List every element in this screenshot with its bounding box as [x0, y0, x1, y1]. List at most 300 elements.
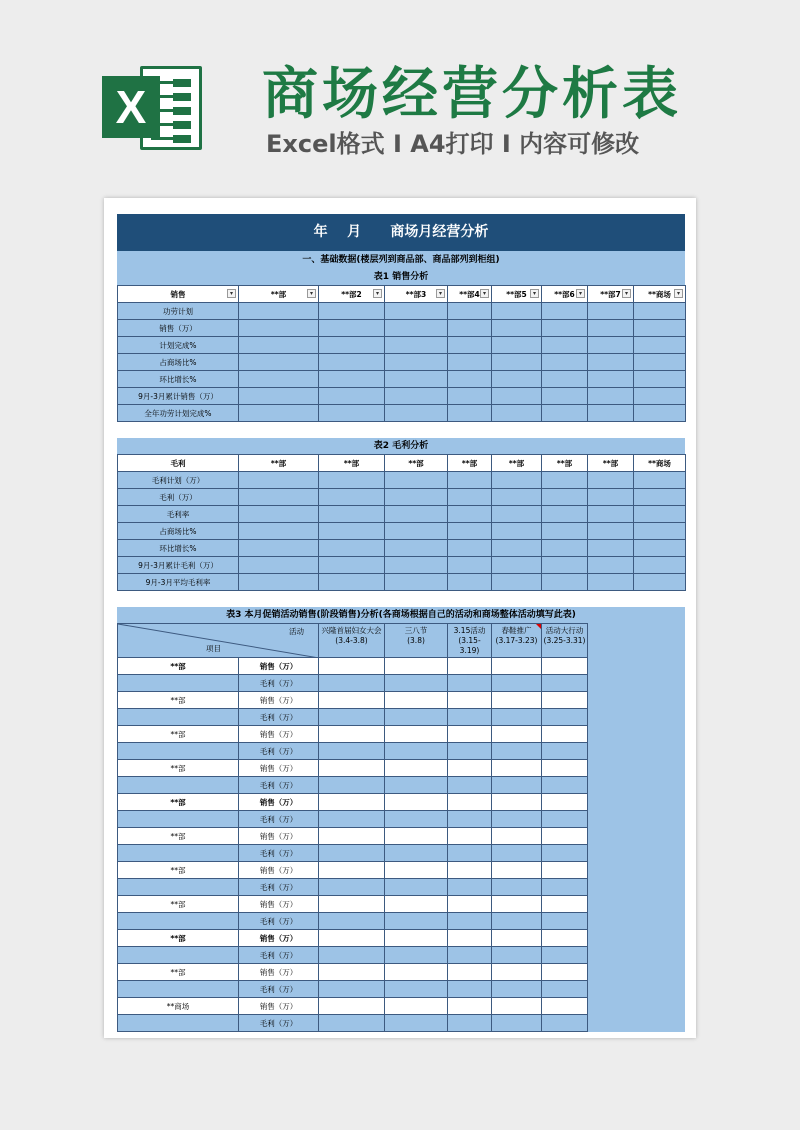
data-cell[interactable] — [319, 964, 385, 981]
row-label: 毛利率 — [118, 506, 239, 523]
data-cell[interactable] — [319, 574, 385, 591]
data-cell[interactable] — [448, 760, 492, 777]
data-cell[interactable] — [492, 947, 542, 964]
data-cell[interactable] — [588, 371, 634, 388]
table-row — [118, 371, 686, 388]
data-cell[interactable] — [319, 557, 385, 574]
data-cell[interactable] — [542, 964, 588, 981]
data-cell[interactable] — [448, 862, 492, 879]
data-cell[interactable] — [542, 472, 588, 489]
metric-label: 销售（万） — [239, 998, 319, 1015]
activity-dates: (3.25-3.31) — [543, 636, 586, 645]
data-cell[interactable] — [634, 320, 686, 337]
data-cell[interactable] — [448, 320, 492, 337]
table-row — [118, 845, 588, 862]
data-cell[interactable] — [319, 371, 385, 388]
activity-header — [448, 624, 492, 658]
data-cell[interactable] — [542, 354, 588, 371]
data-cell[interactable] — [385, 658, 448, 675]
filter-dropdown-icon[interactable]: ▾ — [480, 289, 489, 298]
data-cell[interactable] — [542, 371, 588, 388]
metric-label: 销售（万） — [239, 828, 319, 845]
corner-item: 项目 — [206, 644, 221, 653]
filter-dropdown-icon[interactable]: ▾ — [436, 289, 445, 298]
data-cell[interactable] — [634, 574, 686, 591]
data-cell[interactable] — [319, 726, 385, 743]
data-cell[interactable] — [385, 811, 448, 828]
table-row — [118, 303, 686, 320]
data-cell[interactable] — [542, 760, 588, 777]
data-cell[interactable] — [634, 303, 686, 320]
table-row — [118, 523, 686, 540]
data-cell[interactable] — [239, 523, 319, 540]
row-label: 毛利计划（万） — [118, 472, 239, 489]
data-cell[interactable] — [239, 388, 319, 405]
data-cell[interactable] — [542, 574, 588, 591]
data-cell[interactable] — [385, 506, 448, 523]
data-cell[interactable] — [542, 828, 588, 845]
data-cell[interactable] — [492, 354, 542, 371]
data-cell[interactable] — [239, 472, 319, 489]
data-cell[interactable] — [319, 709, 385, 726]
data-cell[interactable] — [448, 828, 492, 845]
data-cell[interactable] — [542, 523, 588, 540]
data-cell[interactable] — [542, 811, 588, 828]
data-cell[interactable] — [319, 405, 385, 422]
dept-label: **部 — [118, 658, 239, 675]
data-cell[interactable] — [492, 675, 542, 692]
data-cell[interactable] — [492, 879, 542, 896]
dept-label: **部 — [118, 964, 239, 981]
metric-label: 毛利（万） — [239, 879, 319, 896]
data-cell[interactable] — [385, 523, 448, 540]
data-cell[interactable] — [385, 981, 448, 998]
table-row — [118, 811, 588, 828]
data-cell[interactable] — [448, 658, 492, 675]
data-cell[interactable] — [319, 913, 385, 930]
data-cell[interactable] — [448, 811, 492, 828]
column-header[interactable]: 销售 ▾ — [118, 286, 239, 303]
data-cell[interactable] — [492, 405, 542, 422]
data-cell[interactable] — [492, 658, 542, 675]
data-cell[interactable] — [239, 405, 319, 422]
data-cell[interactable] — [319, 506, 385, 523]
data-cell[interactable] — [542, 506, 588, 523]
filter-dropdown-icon[interactable]: ▾ — [622, 289, 631, 298]
data-cell[interactable] — [634, 506, 686, 523]
data-cell[interactable] — [542, 692, 588, 709]
data-cell[interactable] — [492, 303, 542, 320]
data-cell[interactable] — [385, 743, 448, 760]
data-cell[interactable] — [385, 303, 448, 320]
data-cell[interactable] — [448, 964, 492, 981]
column-header[interactable]: **部5 ▾ — [492, 286, 542, 303]
data-cell[interactable] — [385, 472, 448, 489]
data-cell[interactable] — [542, 930, 588, 947]
data-cell[interactable] — [385, 405, 448, 422]
column-header[interactable]: **部3 ▾ — [385, 286, 448, 303]
metric-label: 销售（万） — [239, 726, 319, 743]
metric-label: 销售（万） — [239, 692, 319, 709]
data-cell[interactable] — [239, 354, 319, 371]
data-cell[interactable] — [448, 540, 492, 557]
data-cell[interactable] — [492, 811, 542, 828]
filter-dropdown-icon[interactable]: ▾ — [576, 289, 585, 298]
data-cell[interactable] — [492, 777, 542, 794]
data-cell[interactable] — [385, 760, 448, 777]
data-cell[interactable] — [239, 320, 319, 337]
filter-dropdown-icon[interactable]: ▾ — [530, 289, 539, 298]
data-cell[interactable] — [319, 777, 385, 794]
data-cell[interactable] — [542, 405, 588, 422]
row-label: 全年功劳计划完成% — [118, 405, 239, 422]
activity-header — [385, 624, 448, 658]
table-row — [118, 709, 588, 726]
data-cell[interactable] — [492, 337, 542, 354]
data-cell[interactable] — [448, 405, 492, 422]
data-cell[interactable] — [448, 947, 492, 964]
data-cell[interactable] — [492, 574, 542, 591]
data-cell[interactable] — [634, 405, 686, 422]
dept-label — [118, 743, 239, 760]
data-cell[interactable] — [542, 879, 588, 896]
data-cell[interactable] — [319, 320, 385, 337]
table-row — [118, 743, 588, 760]
data-cell[interactable] — [492, 709, 542, 726]
column-header[interactable]: **部2 ▾ — [319, 286, 385, 303]
data-cell[interactable] — [634, 337, 686, 354]
data-cell[interactable] — [319, 811, 385, 828]
data-cell[interactable] — [542, 320, 588, 337]
data-cell[interactable] — [385, 574, 448, 591]
data-cell[interactable] — [634, 540, 686, 557]
data-cell[interactable] — [448, 845, 492, 862]
data-cell[interactable] — [385, 930, 448, 947]
promo-table-area — [117, 623, 685, 1032]
data-cell[interactable] — [385, 540, 448, 557]
data-cell[interactable] — [385, 913, 448, 930]
data-cell[interactable] — [385, 862, 448, 879]
column-header: **部 — [239, 455, 319, 472]
filter-dropdown-icon[interactable]: ▾ — [307, 289, 316, 298]
data-cell[interactable] — [588, 405, 634, 422]
data-cell[interactable] — [492, 371, 542, 388]
comment-marker-icon[interactable] — [536, 624, 541, 629]
table-row — [118, 489, 686, 506]
data-cell[interactable] — [542, 489, 588, 506]
data-cell[interactable] — [448, 303, 492, 320]
filter-dropdown-icon[interactable]: ▾ — [373, 289, 382, 298]
data-cell[interactable] — [492, 794, 542, 811]
data-cell[interactable] — [492, 388, 542, 405]
data-cell[interactable] — [319, 675, 385, 692]
data-cell[interactable] — [542, 777, 588, 794]
data-cell[interactable] — [542, 1015, 588, 1032]
metric-label: 销售（万） — [239, 964, 319, 981]
corner-activity: 活动 — [289, 627, 304, 636]
data-cell[interactable] — [588, 489, 634, 506]
column-header: **部 — [319, 455, 385, 472]
data-cell[interactable] — [448, 354, 492, 371]
data-cell[interactable] — [542, 675, 588, 692]
data-cell[interactable] — [492, 981, 542, 998]
data-cell[interactable] — [319, 692, 385, 709]
data-cell[interactable] — [492, 998, 542, 1015]
data-cell[interactable] — [385, 354, 448, 371]
activity-dates: (3.17-3.23) — [495, 636, 538, 645]
data-cell[interactable] — [492, 540, 542, 557]
data-cell[interactable] — [492, 760, 542, 777]
data-cell[interactable] — [542, 981, 588, 998]
data-cell[interactable] — [492, 726, 542, 743]
activity-dates: (3.4-3.8) — [335, 636, 368, 645]
metric-label: 销售（万） — [239, 658, 319, 675]
dept-label — [118, 913, 239, 930]
table-row — [118, 692, 588, 709]
dept-label — [118, 1015, 239, 1032]
data-cell[interactable] — [492, 828, 542, 845]
data-cell[interactable] — [448, 523, 492, 540]
data-cell[interactable] — [448, 777, 492, 794]
data-cell[interactable] — [492, 506, 542, 523]
table-row — [118, 981, 588, 998]
metric-label: 毛利（万） — [239, 811, 319, 828]
column-header[interactable]: **商场 ▾ — [634, 286, 686, 303]
data-cell[interactable] — [319, 388, 385, 405]
data-cell[interactable] — [239, 489, 319, 506]
data-cell[interactable] — [492, 913, 542, 930]
data-cell[interactable] — [492, 1015, 542, 1032]
data-cell[interactable] — [319, 760, 385, 777]
data-cell[interactable] — [542, 726, 588, 743]
data-cell[interactable] — [319, 472, 385, 489]
data-cell[interactable] — [492, 964, 542, 981]
data-cell[interactable] — [588, 388, 634, 405]
data-cell[interactable] — [239, 303, 319, 320]
data-cell[interactable] — [492, 692, 542, 709]
data-cell[interactable] — [319, 489, 385, 506]
activity-dates: (3.15-3.19) — [458, 636, 481, 655]
table-row — [118, 1015, 588, 1032]
data-cell[interactable] — [319, 658, 385, 675]
data-cell[interactable] — [319, 879, 385, 896]
data-cell[interactable] — [385, 320, 448, 337]
data-cell[interactable] — [385, 675, 448, 692]
data-cell[interactable] — [239, 540, 319, 557]
data-cell[interactable] — [542, 337, 588, 354]
data-cell[interactable] — [588, 574, 634, 591]
data-cell[interactable] — [448, 896, 492, 913]
data-cell[interactable] — [448, 794, 492, 811]
data-cell[interactable] — [492, 489, 542, 506]
data-cell[interactable] — [385, 828, 448, 845]
data-cell[interactable] — [385, 337, 448, 354]
data-cell[interactable] — [542, 743, 588, 760]
data-cell[interactable] — [542, 896, 588, 913]
data-cell[interactable] — [448, 1015, 492, 1032]
data-cell[interactable] — [448, 557, 492, 574]
data-cell[interactable] — [319, 930, 385, 947]
data-cell[interactable] — [542, 557, 588, 574]
data-cell[interactable] — [588, 557, 634, 574]
data-cell[interactable] — [448, 709, 492, 726]
data-cell[interactable] — [319, 947, 385, 964]
data-cell[interactable] — [492, 523, 542, 540]
metric-label: 销售（万） — [239, 896, 319, 913]
data-cell[interactable] — [385, 388, 448, 405]
data-cell[interactable] — [588, 354, 634, 371]
dept-label — [118, 777, 239, 794]
data-cell[interactable] — [448, 388, 492, 405]
data-cell[interactable] — [385, 794, 448, 811]
data-cell[interactable] — [542, 862, 588, 879]
data-cell[interactable] — [385, 879, 448, 896]
data-cell[interactable] — [634, 523, 686, 540]
data-cell[interactable] — [588, 523, 634, 540]
data-cell[interactable] — [239, 574, 319, 591]
data-cell[interactable] — [492, 930, 542, 947]
sheet-title: 年 月 商场月经营分析 — [117, 214, 685, 251]
data-cell[interactable] — [448, 930, 492, 947]
data-cell[interactable] — [385, 709, 448, 726]
activity-header — [492, 624, 542, 658]
data-cell[interactable] — [588, 472, 634, 489]
data-cell[interactable] — [385, 557, 448, 574]
data-cell[interactable] — [448, 371, 492, 388]
data-cell[interactable] — [492, 320, 542, 337]
data-cell[interactable] — [448, 743, 492, 760]
data-cell[interactable] — [492, 472, 542, 489]
dept-label — [118, 845, 239, 862]
column-header: 毛利 — [118, 455, 239, 472]
data-cell[interactable] — [319, 1015, 385, 1032]
data-cell[interactable] — [385, 964, 448, 981]
data-cell[interactable] — [542, 998, 588, 1015]
data-cell[interactable] — [319, 743, 385, 760]
data-cell[interactable] — [319, 354, 385, 371]
data-cell[interactable] — [542, 388, 588, 405]
data-cell[interactable] — [319, 828, 385, 845]
metric-label: 毛利（万） — [239, 777, 319, 794]
data-cell[interactable] — [448, 692, 492, 709]
data-cell[interactable] — [385, 1015, 448, 1032]
data-cell[interactable] — [588, 320, 634, 337]
header-row — [118, 286, 686, 303]
data-cell[interactable] — [319, 862, 385, 879]
data-cell[interactable] — [319, 998, 385, 1015]
data-cell[interactable] — [542, 947, 588, 964]
data-cell[interactable] — [492, 845, 542, 862]
data-cell[interactable] — [385, 845, 448, 862]
data-cell[interactable] — [492, 862, 542, 879]
data-cell[interactable] — [239, 337, 319, 354]
data-cell[interactable] — [239, 371, 319, 388]
metric-label: 毛利（万） — [239, 675, 319, 692]
data-cell[interactable] — [385, 896, 448, 913]
table-row — [118, 472, 686, 489]
data-cell[interactable] — [385, 726, 448, 743]
data-cell[interactable] — [448, 489, 492, 506]
data-cell[interactable] — [319, 337, 385, 354]
data-cell[interactable] — [542, 303, 588, 320]
data-cell[interactable] — [634, 557, 686, 574]
data-cell[interactable] — [319, 540, 385, 557]
row-label: 占商场比% — [118, 523, 239, 540]
table-row — [118, 658, 588, 675]
table-row — [118, 998, 588, 1015]
data-cell[interactable] — [448, 574, 492, 591]
column-header[interactable]: **部 ▾ — [239, 286, 319, 303]
data-cell[interactable] — [542, 658, 588, 675]
column-header[interactable]: **部7 ▾ — [588, 286, 634, 303]
data-cell[interactable] — [319, 303, 385, 320]
data-cell[interactable] — [319, 523, 385, 540]
data-cell[interactable] — [492, 557, 542, 574]
table-row — [118, 540, 686, 557]
data-cell[interactable] — [319, 896, 385, 913]
data-cell[interactable] — [319, 794, 385, 811]
data-cell[interactable] — [634, 489, 686, 506]
column-header[interactable]: **部6 ▾ — [542, 286, 588, 303]
data-cell[interactable] — [448, 675, 492, 692]
data-cell[interactable] — [319, 845, 385, 862]
data-cell[interactable] — [588, 506, 634, 523]
data-cell[interactable] — [634, 371, 686, 388]
filter-dropdown-icon[interactable]: ▾ — [674, 289, 683, 298]
metric-label: 毛利（万） — [239, 743, 319, 760]
data-cell[interactable] — [492, 896, 542, 913]
data-cell[interactable] — [385, 489, 448, 506]
data-cell[interactable] — [448, 726, 492, 743]
metric-label: 销售（万） — [239, 862, 319, 879]
column-header[interactable]: **部4 ▾ — [448, 286, 492, 303]
data-cell[interactable] — [448, 998, 492, 1015]
data-cell[interactable] — [542, 540, 588, 557]
data-cell[interactable] — [385, 371, 448, 388]
data-cell[interactable] — [588, 303, 634, 320]
data-cell[interactable] — [634, 472, 686, 489]
data-cell[interactable] — [385, 998, 448, 1015]
row-label: 占商场比% — [118, 354, 239, 371]
data-cell[interactable] — [634, 354, 686, 371]
data-cell[interactable] — [385, 777, 448, 794]
data-cell[interactable] — [492, 743, 542, 760]
metric-label: 毛利（万） — [239, 947, 319, 964]
data-cell[interactable] — [385, 947, 448, 964]
data-cell[interactable] — [448, 506, 492, 523]
data-cell[interactable] — [542, 709, 588, 726]
filter-dropdown-icon[interactable]: ▾ — [227, 289, 236, 298]
data-cell[interactable] — [542, 794, 588, 811]
data-cell[interactable] — [588, 337, 634, 354]
data-cell[interactable] — [542, 845, 588, 862]
table-row — [118, 337, 686, 354]
data-cell[interactable] — [542, 913, 588, 930]
data-cell[interactable] — [239, 557, 319, 574]
data-cell[interactable] — [634, 388, 686, 405]
data-cell[interactable] — [448, 879, 492, 896]
data-cell[interactable] — [239, 506, 319, 523]
data-cell[interactable] — [385, 692, 448, 709]
table-row — [118, 879, 588, 896]
table1-caption: 表1 销售分析 — [117, 269, 685, 285]
data-cell[interactable] — [448, 981, 492, 998]
data-cell[interactable] — [319, 981, 385, 998]
data-cell[interactable] — [448, 337, 492, 354]
data-cell[interactable] — [448, 472, 492, 489]
data-cell[interactable] — [448, 913, 492, 930]
data-cell[interactable] — [588, 540, 634, 557]
